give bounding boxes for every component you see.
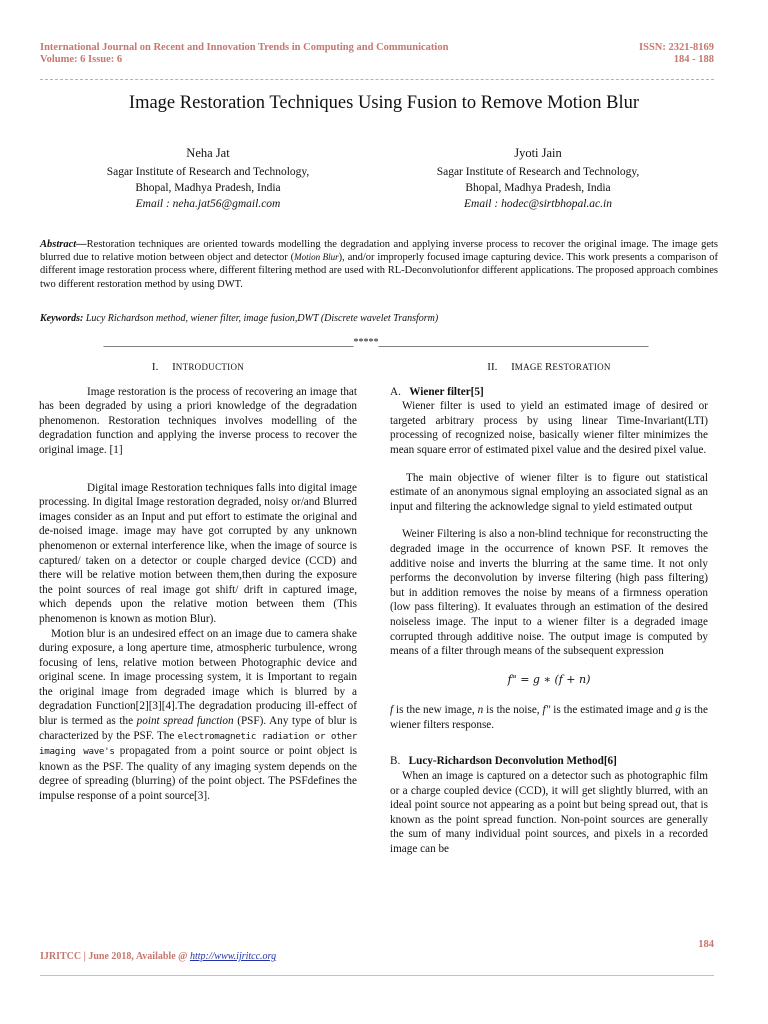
section-number: II. [487,361,498,373]
wiener-equation: f" = g ∗ (f + n) [507,672,591,686]
author-email: Email : hodec@sirtbhopal.ac.in [464,198,612,210]
issn: ISSN: 2321-8169 [639,42,714,53]
footer-text: IJRITCC | June 2018, Available @ [40,951,190,962]
var-g: g [675,704,681,717]
var-f: f [390,704,394,717]
equation-explanation [390,703,708,732]
subsection-title: Lucy-Richardson Deconvolution Method[6] [408,755,617,768]
section-heading-image-restoration [390,360,708,375]
section-title-rest: NTRODUCTION [175,362,245,372]
abstract-dash: — [76,239,87,250]
author-email: Email : neha.jat56@gmail.com [135,198,281,210]
abstract-label: Abstract [40,239,77,250]
paragraph: Digital image Restoration techniques falls into digital image processing. In digital Image restoration degraded, noisy or/and Blurred images consider as an Input and put effort to estimate the original and de-noised image. image may have got corrupted by any unknown phenomenon or external interference like, when the image of source is captured/ taken on a detector or couple charged device (CCD) and there will be relative motion between them,then during the exposure the point sources of real image got shift/ drift in captured image, which depends upon the relative motion between them (This phenomenon is known as motion Blur). [39,481,357,625]
section-title-initial: R [545,361,553,373]
author-block-2 [378,145,698,212]
footer-rule [40,975,714,976]
keywords-text: Lucy Richardson method, wiener filter, image fusion,DWT (Discrete wavelet Transform) [85,313,439,324]
em-radiation-phrase: electromagnetic radiation or other imaging wave's [39,730,357,758]
author-block-1 [48,145,368,212]
page-range: 184 - 188 [673,54,714,65]
journal-name: International Journal on Recent and Innovation Trends in Computing and Communication [40,42,449,53]
footer-link[interactable]: http://www.ijritcc.org [189,951,277,962]
var-n: n [477,704,484,717]
section-heading-introduction [39,360,357,375]
paragraph: Image restoration is the process of recovering an image that has been degraded by using a priori knowledge of the degradation phenomenon. Restoration techniques involves modelling of the degradation function and applying the inverse process to recover the original image. [1] [39,385,357,456]
subsection-letter: A. [390,385,401,398]
var-f-estimated: f" [542,704,551,717]
keywords [40,313,718,324]
footer [40,951,276,962]
page-number: 184 [698,939,714,950]
text: is the estimated image and [550,704,676,717]
author-location: Bhopal, Madhya Pradesh, India [135,182,281,194]
author-location: Bhopal, Madhya Pradesh, India [465,182,611,194]
text: is the wiener filters response. [390,704,708,731]
section-title-rest: MAGE [514,362,546,372]
section-title-initial: I [511,361,515,373]
paragraph: When an image is captured on a detector such as photographic film or a charge coupled device (CCD), it will get slightly blurred, with an ideal point source not appearing as a point but being spread out, that is known as the point spread function. Non-point sources are generally the sum of many individual point sources, and pixels in a recorded image can be [390,770,708,856]
paragraph-text: propagated from a point source or point object is known as the PSF. The quality of any imaging system depends on the degree of spreading (blurring) of the point object. The PSFdefines the impulse response of a point source[3]. [39,745,357,803]
abstract-text-1: Restoration techniques are oriented towards modelling the degradation and applying inverse process to recover the original image. The image gets blurred due to relative motion between object and detector ( [40,239,718,264]
text: is the noise, [483,704,543,717]
abstract-text-2: ), and/or improperly focused image capturing device. This work presents a comparison of different image restoration process where, different filtering method are used with RL-Deconvolutionfor different applications. The proposed approach combines two different restoration method by using DWT. [40,252,718,290]
text: is the new image, [393,704,478,717]
paragraph [39,627,357,804]
header-rule [40,79,714,80]
paragraph-text: Motion blur is an undesired effect on an image due to camera shake during exposure, a long aperture time, atmospheric turbulence, wrong focusing of lens, relative motion between Photographic device and original scene. In image processing system, it is Important to regain the original image from degraded image which is blurred by a degradation Function[2][3][4].The degradation producing ill-effect of blur is termed as the [39,627,357,728]
subsection-title: Wiener filter[5] [409,385,484,398]
subsection-heading-wiener [390,385,708,400]
paragraph: The main objective of wiener filter is to figure out statistical estimate of an anonymous signal employing an associated signal as an input and filtering the acknowledge signal to yield estimated output [390,471,708,513]
author-affiliation: Sagar Institute of Research and Technology, [436,166,640,178]
subsection-heading-lucy-richardson [390,754,708,769]
volume-issue: Volume: 6 Issue: 6 [40,54,123,65]
left-column [39,360,357,804]
keywords-label: Keywords: [40,313,84,324]
psf-term: point spread function [136,715,234,728]
paper-title: Image Restoration Techniques Using Fusion to Remove Motion Blur [128,93,640,113]
section-title-rest: ESTORATION [552,362,611,372]
author-name: Neha Jat [186,146,230,160]
author-name: Jyoti Jain [514,146,562,160]
section-title-initial: I [172,361,176,373]
section-number: I. [151,361,159,373]
abstract-motion-blur: Motion Blur [294,252,339,263]
paragraph: Wiener filter is used to yield an estimated image of desired or targeted arbitrary process by using linear Time-Invariant(LTI) processing of recognized noise, basically wiener filter minimizes the mean square error of estimated pixel value and the desired pixel value. [390,400,708,456]
subsection-letter: B. [390,755,401,768]
right-column [390,360,708,857]
author-affiliation: Sagar Institute of Research and Technology, [106,166,310,178]
paragraph-text: (PSF). Any type of blur is characterized by the PSF. The [39,715,357,742]
paragraph: Weiner Filtering is also a non-blind technique for reconstructing the degraded image in the occurrence of known PSF. It removes the additive noise and inverts the blurring at the same time. It not only performs the deconvolution by inverse filtering (high pass filtering) but in addition removes the noise by means of a firmness operation (low pass filtering). It evaluates through an estimation of the desired noiseless image. The input to a wiener filter is a degraded image corrupted through additive noise. The output image is computed by means of a filter through means of the subsequent expression [390,528,708,658]
section-separator: __________________________________________________*****______________________________________________________ [103,337,649,348]
abstract [40,238,718,291]
